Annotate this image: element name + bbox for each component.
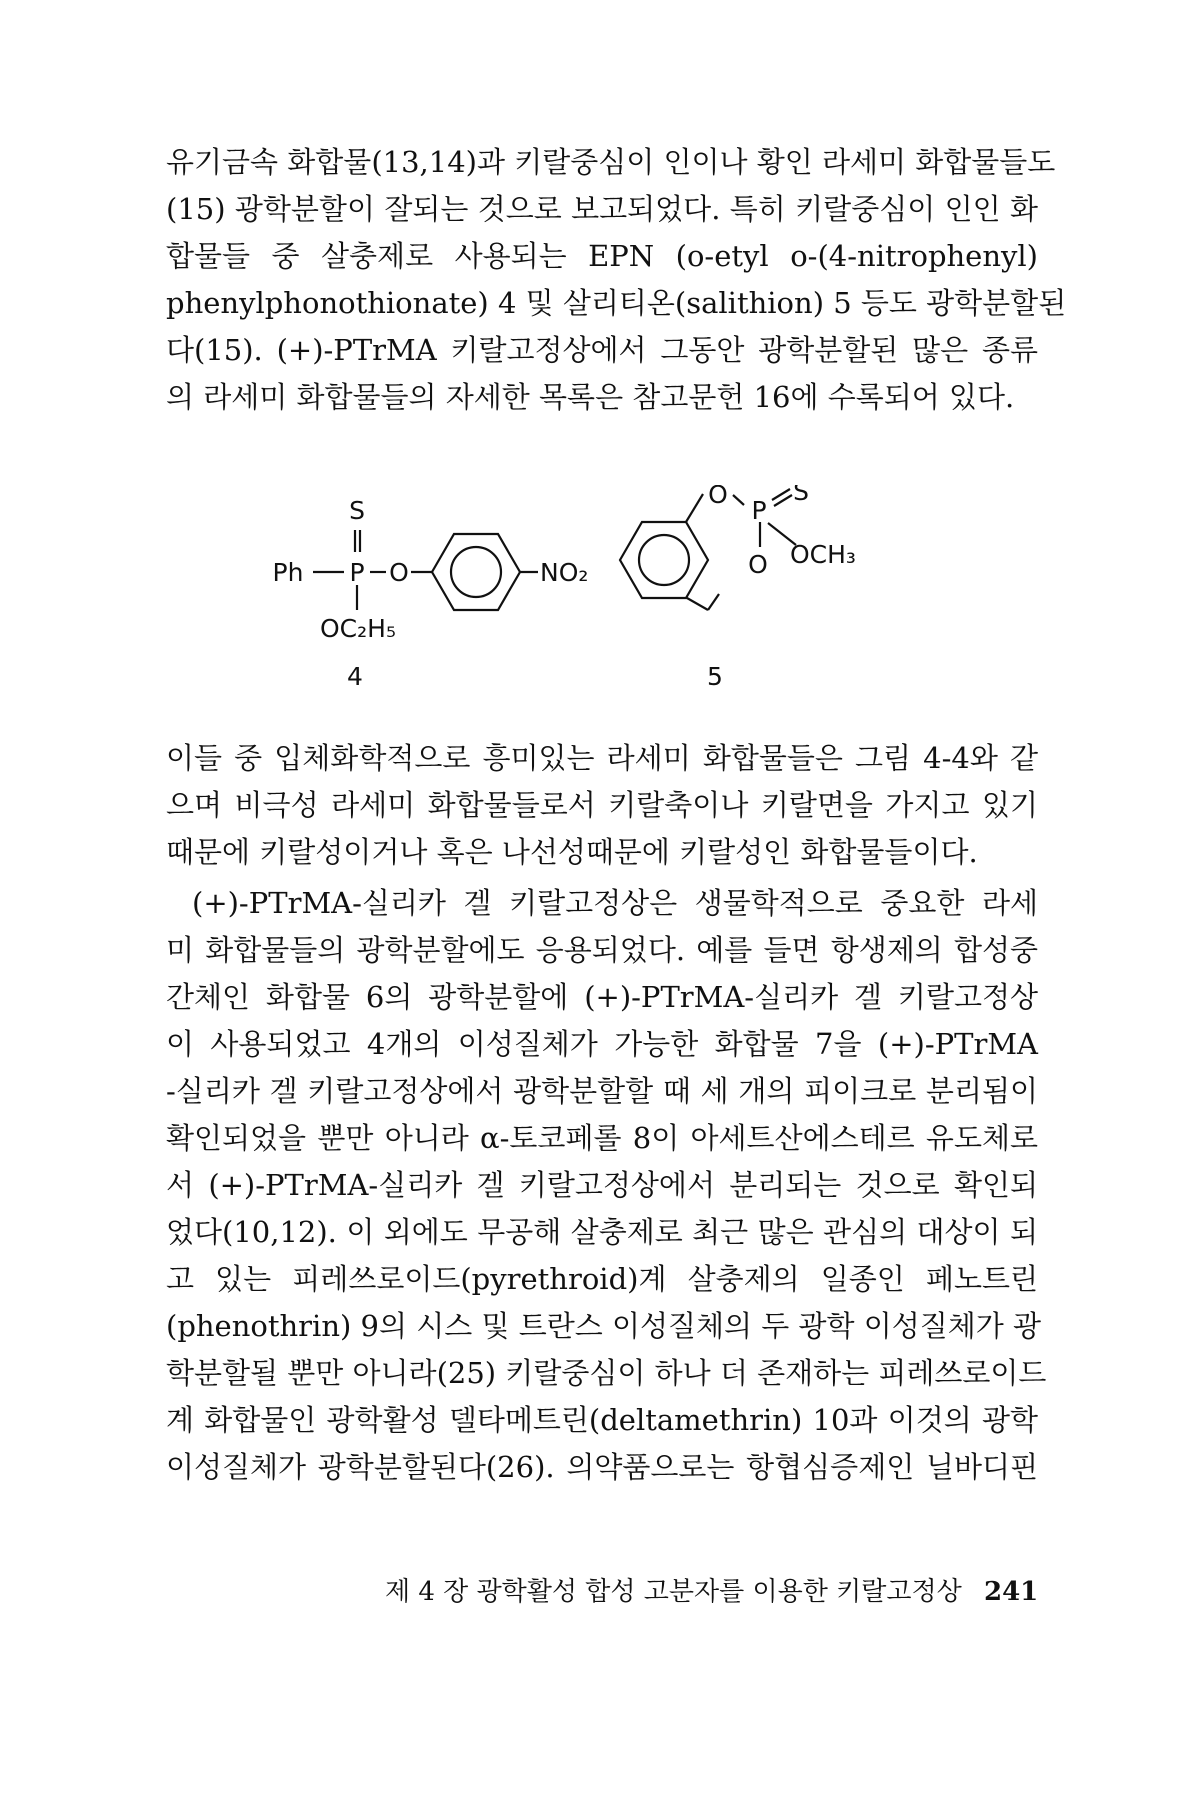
text-line: (15) 광학분할이 잘되는 것으로 보고되었다. 특히 키랄중심이 인인 화 [166, 192, 1038, 226]
text-line: 학분할될 뿐만 아니라(25) 키랄중심이 하나 더 존재하는 피레쓰로이드 [166, 1356, 1047, 1390]
text-line: 때문에 키랄성이거나 혹은 나선성때문에 키랄성인 화합물들이다. [166, 835, 978, 869]
ring-oxygen-bottom-label: O [748, 550, 768, 579]
methoxy-group-label: OCH₃ [790, 540, 856, 569]
text-line: 유기금속 화합물(13,14)과 키랄중심이 인이나 황인 라세미 화합물들도 [166, 145, 1056, 179]
compound-4-number: 4 [347, 662, 363, 691]
text-line: 이성질체가 광학분할된다(26). 의약품으로는 항협심증제인 닐바디핀 [166, 1450, 1038, 1484]
page-footer [385, 1574, 1038, 1610]
text-line: 으며 비극성 라세미 화합물들로서 키랄축이나 키랄면을 가지고 있기 [166, 788, 1038, 822]
oxygen-label: O [389, 558, 409, 587]
compound-4-structure [313, 530, 538, 610]
nitro-group-label: NO₂ [540, 558, 589, 587]
text-line: 의 라세미 화합물들의 자세한 목록은 참고문헌 16에 수록되어 있다. [166, 380, 1015, 414]
text-line: 이들 중 입체화학적으로 흥미있는 라세미 화합물들은 그림 4-4와 같 [166, 741, 1038, 775]
text-line: 확인되었을 뿐만 아니라 α-토코페롤 8이 아세트산에스테르 유도체로 [166, 1121, 1038, 1155]
text-line: 간체인 화합물 6의 광학분할에 (+)-PTrMA-실리카 겔 키랄고정상 [166, 980, 1038, 1014]
running-footer-title: 제 4 장 광학활성 합성 고분자를 이용한 키랄고정상 [385, 1577, 962, 1607]
text-line: 고 있는 피레쓰로이드(pyrethroid)계 살충제의 일종인 페노트린 [166, 1262, 1038, 1296]
ethoxy-group-label: OC₂H₅ [320, 614, 396, 643]
phenyl-label: Ph [272, 558, 304, 587]
text-line: 합물들 중 살충제로 사용되는 EPN (o-etyl o-(4-nitrophenyl) [166, 239, 1038, 273]
text-line: -실리카 겔 키랄고정상에서 광학분할할 때 세 개의 피이크로 분리됨이 [166, 1074, 1038, 1108]
text-line: 서 (+)-PTrMA-실리카 겔 키랄고정상에서 분리되는 것으로 확인되 [166, 1168, 1038, 1202]
text-line: 다(15). (+)-PTrMA 키랄고정상에서 그동안 광학분할된 많은 종류 [166, 333, 1038, 367]
text-line: 이 사용되었고 4개의 이성질체가 가능한 화합물 7을 (+)-PTrMA [166, 1027, 1038, 1061]
text-line: 었다(10,12). 이 외에도 무공해 살충제로 최근 많은 관심의 대상이 되 [166, 1215, 1038, 1249]
compound-5-number: 5 [707, 662, 723, 691]
paragraph-2 [166, 735, 1038, 876]
sulfur-label: S [349, 496, 365, 525]
chemical-structures-figure [260, 485, 1020, 700]
text-line: phenylphonothionate) 4 및 살리티온(salithion) 5 등도 광학분할된 [166, 286, 1067, 320]
ring-phosphorus-label: P [751, 496, 767, 525]
paragraph-3 [166, 880, 1047, 1491]
structures-svg [260, 485, 1020, 700]
ring-oxygen-top-label: O [708, 485, 728, 509]
text-line: (+)-PTrMA-실리카 겔 키랄고정상은 생물학적으로 중요한 라세 [192, 886, 1038, 920]
thione-sulfur-label: S [793, 485, 809, 506]
page-number: 241 [983, 1577, 1039, 1607]
text-line: 계 화합물인 광학활성 델타메트린(deltamethrin) 10과 이것의 광학 [166, 1403, 1038, 1437]
text-line: 미 화합물들의 광학분할에도 응용되었다. 예를 들면 항생제의 합성중 [166, 933, 1038, 967]
paragraph-1 [166, 139, 1067, 421]
phosphorus-label: P [349, 558, 365, 587]
text-line: (phenothrin) 9의 시스 및 트란스 이성질체의 두 광학 이성질체가 광 [166, 1309, 1042, 1343]
